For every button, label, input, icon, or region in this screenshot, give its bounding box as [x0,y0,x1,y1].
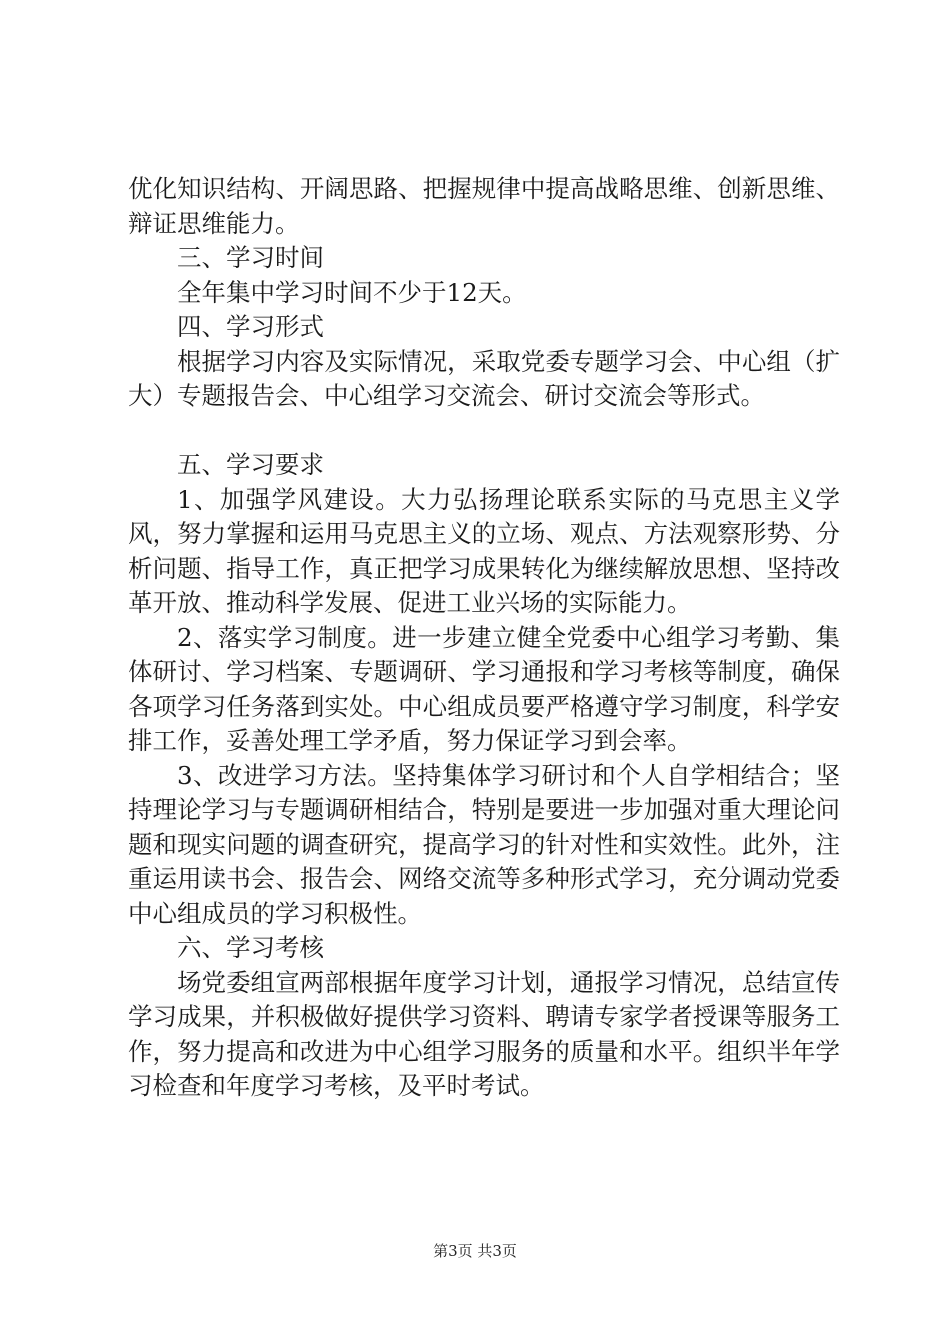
section-heading-study-form: 四、学习形式 [177,312,324,341]
paragraph-study-assessment: 场党委组宣两部根据年度学习计划，通报学习情况，总结宣传学习成果，并积极做好提供学习资料、聘请专家学者授课等服务工作，努力提高和改进为中心组学习服务的质量和水平。组织半年学习检查和年度学习考核，及平时考试。 [128,967,840,1100]
paragraph-continuation: 优化知识结构、开阔思路、把握规律中提高战略思维、创新思维、辩证思维能力。 [128,174,840,238]
paragraph-requirement-2: 2、落实学习制度。进一步建立健全党委中心组学习考勤、集体研讨、学习档案、专题调研、学习通报和学习考核等制度，确保各项学习任务落到实处。中心组成员要严格遵守学习制度，科学安排工作，妥善处理工学矛盾，努力保证学习到会率。 [128,622,840,755]
page-footer [0,1240,950,1261]
document-body [128,172,840,1104]
paragraph-study-form: 根据学习内容及实际情况，采取党委专题学习会、中心组（扩大）专题报告会、中心组学习交流会、研讨交流会等形式。 [128,346,840,410]
paragraph-study-time: 全年集中学习时间不少于12天。 [177,277,527,307]
section-heading-study-time: 三、学习时间 [177,243,324,272]
paragraph-requirement-1: 1、加强学风建设。大力弘扬理论联系实际的马克思主义学风，努力掌握和运用马克思主义的立场、观点、方法观察形势、分析问题、指导工作，真正把学习成果转化为继续解放思想、坚持改革开放、推动科学发展、促进工业兴场的实际能力。 [128,484,840,617]
section-heading-study-requirements: 五、学习要求 [177,450,324,479]
page-number-label: 第3页 共3页 [433,1242,517,1260]
section-heading-study-assessment: 六、学习考核 [177,933,324,962]
paragraph-requirement-3: 3、改进学习方法。坚持集体学习研讨和个人自学相结合；坚持理论学习与专题调研相结合，特别是要进一步加强对重大理论问题和现实问题的调查研究，提高学习的针对性和实效性。此外，注重运用读书会、报告会、网络交流等多种形式学习，充分调动党委中心组成员的学习积极性。 [128,760,840,928]
